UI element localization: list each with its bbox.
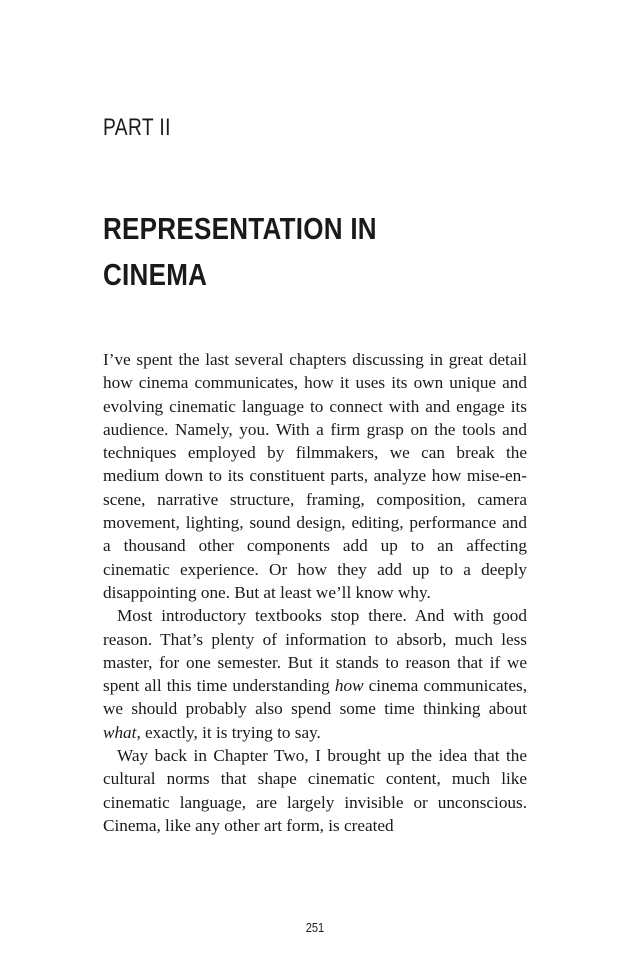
emphasis-what: what xyxy=(103,722,137,742)
paragraph-2-text-a: Most introductory textbooks stop there. And with good reason. That’s plenty of information to absorb, much less master, for one semester. But it stands to reason that if we spent all this time understanding xyxy=(103,606,527,696)
paragraph-3 xyxy=(103,744,527,837)
page-number: 251 xyxy=(305,920,325,935)
emphasis-how: how xyxy=(334,676,364,696)
paragraph-2 xyxy=(103,604,527,744)
paragraph-2-text-c: , exactly, it is trying to say. xyxy=(136,722,321,742)
paragraph-1-text: I’ve spent the last several chapters discussing in great detail how cinema communicates, how it uses its own unique and evolving cinematic language to connect with and engage its audience. Namely, you. With a firm grasp on the tools and techniques employed by filmmakers, we can break the medium down to its constituent parts, analyze how mise-en-scene, narrative structure, framing, composition, camera movement, lighting, sound design, editing, performance and a thousand other components add up to an affecting cinematic experience. Or how they add up to a deeply disappointing one. But at least we’ll know why. xyxy=(103,350,527,602)
paragraph-1 xyxy=(103,348,527,604)
chapter-title-line-2: CINEMA xyxy=(103,257,208,292)
chapter-title-line-1: REPRESENTATION IN xyxy=(103,211,377,246)
body-text xyxy=(103,348,527,837)
paragraph-3-text: Way back in Chapter Two, I brought up the idea that the cultural norms that shape cinematic content, much like cinematic language, are largely invisible or unconscious. Cinema, like any other art form, is created xyxy=(103,746,527,835)
part-label: PART II xyxy=(103,114,171,141)
chapter-title xyxy=(103,206,456,298)
paragraph-2-text-b: cinema communicates, we should probably also spend some time thinking about xyxy=(103,676,527,719)
